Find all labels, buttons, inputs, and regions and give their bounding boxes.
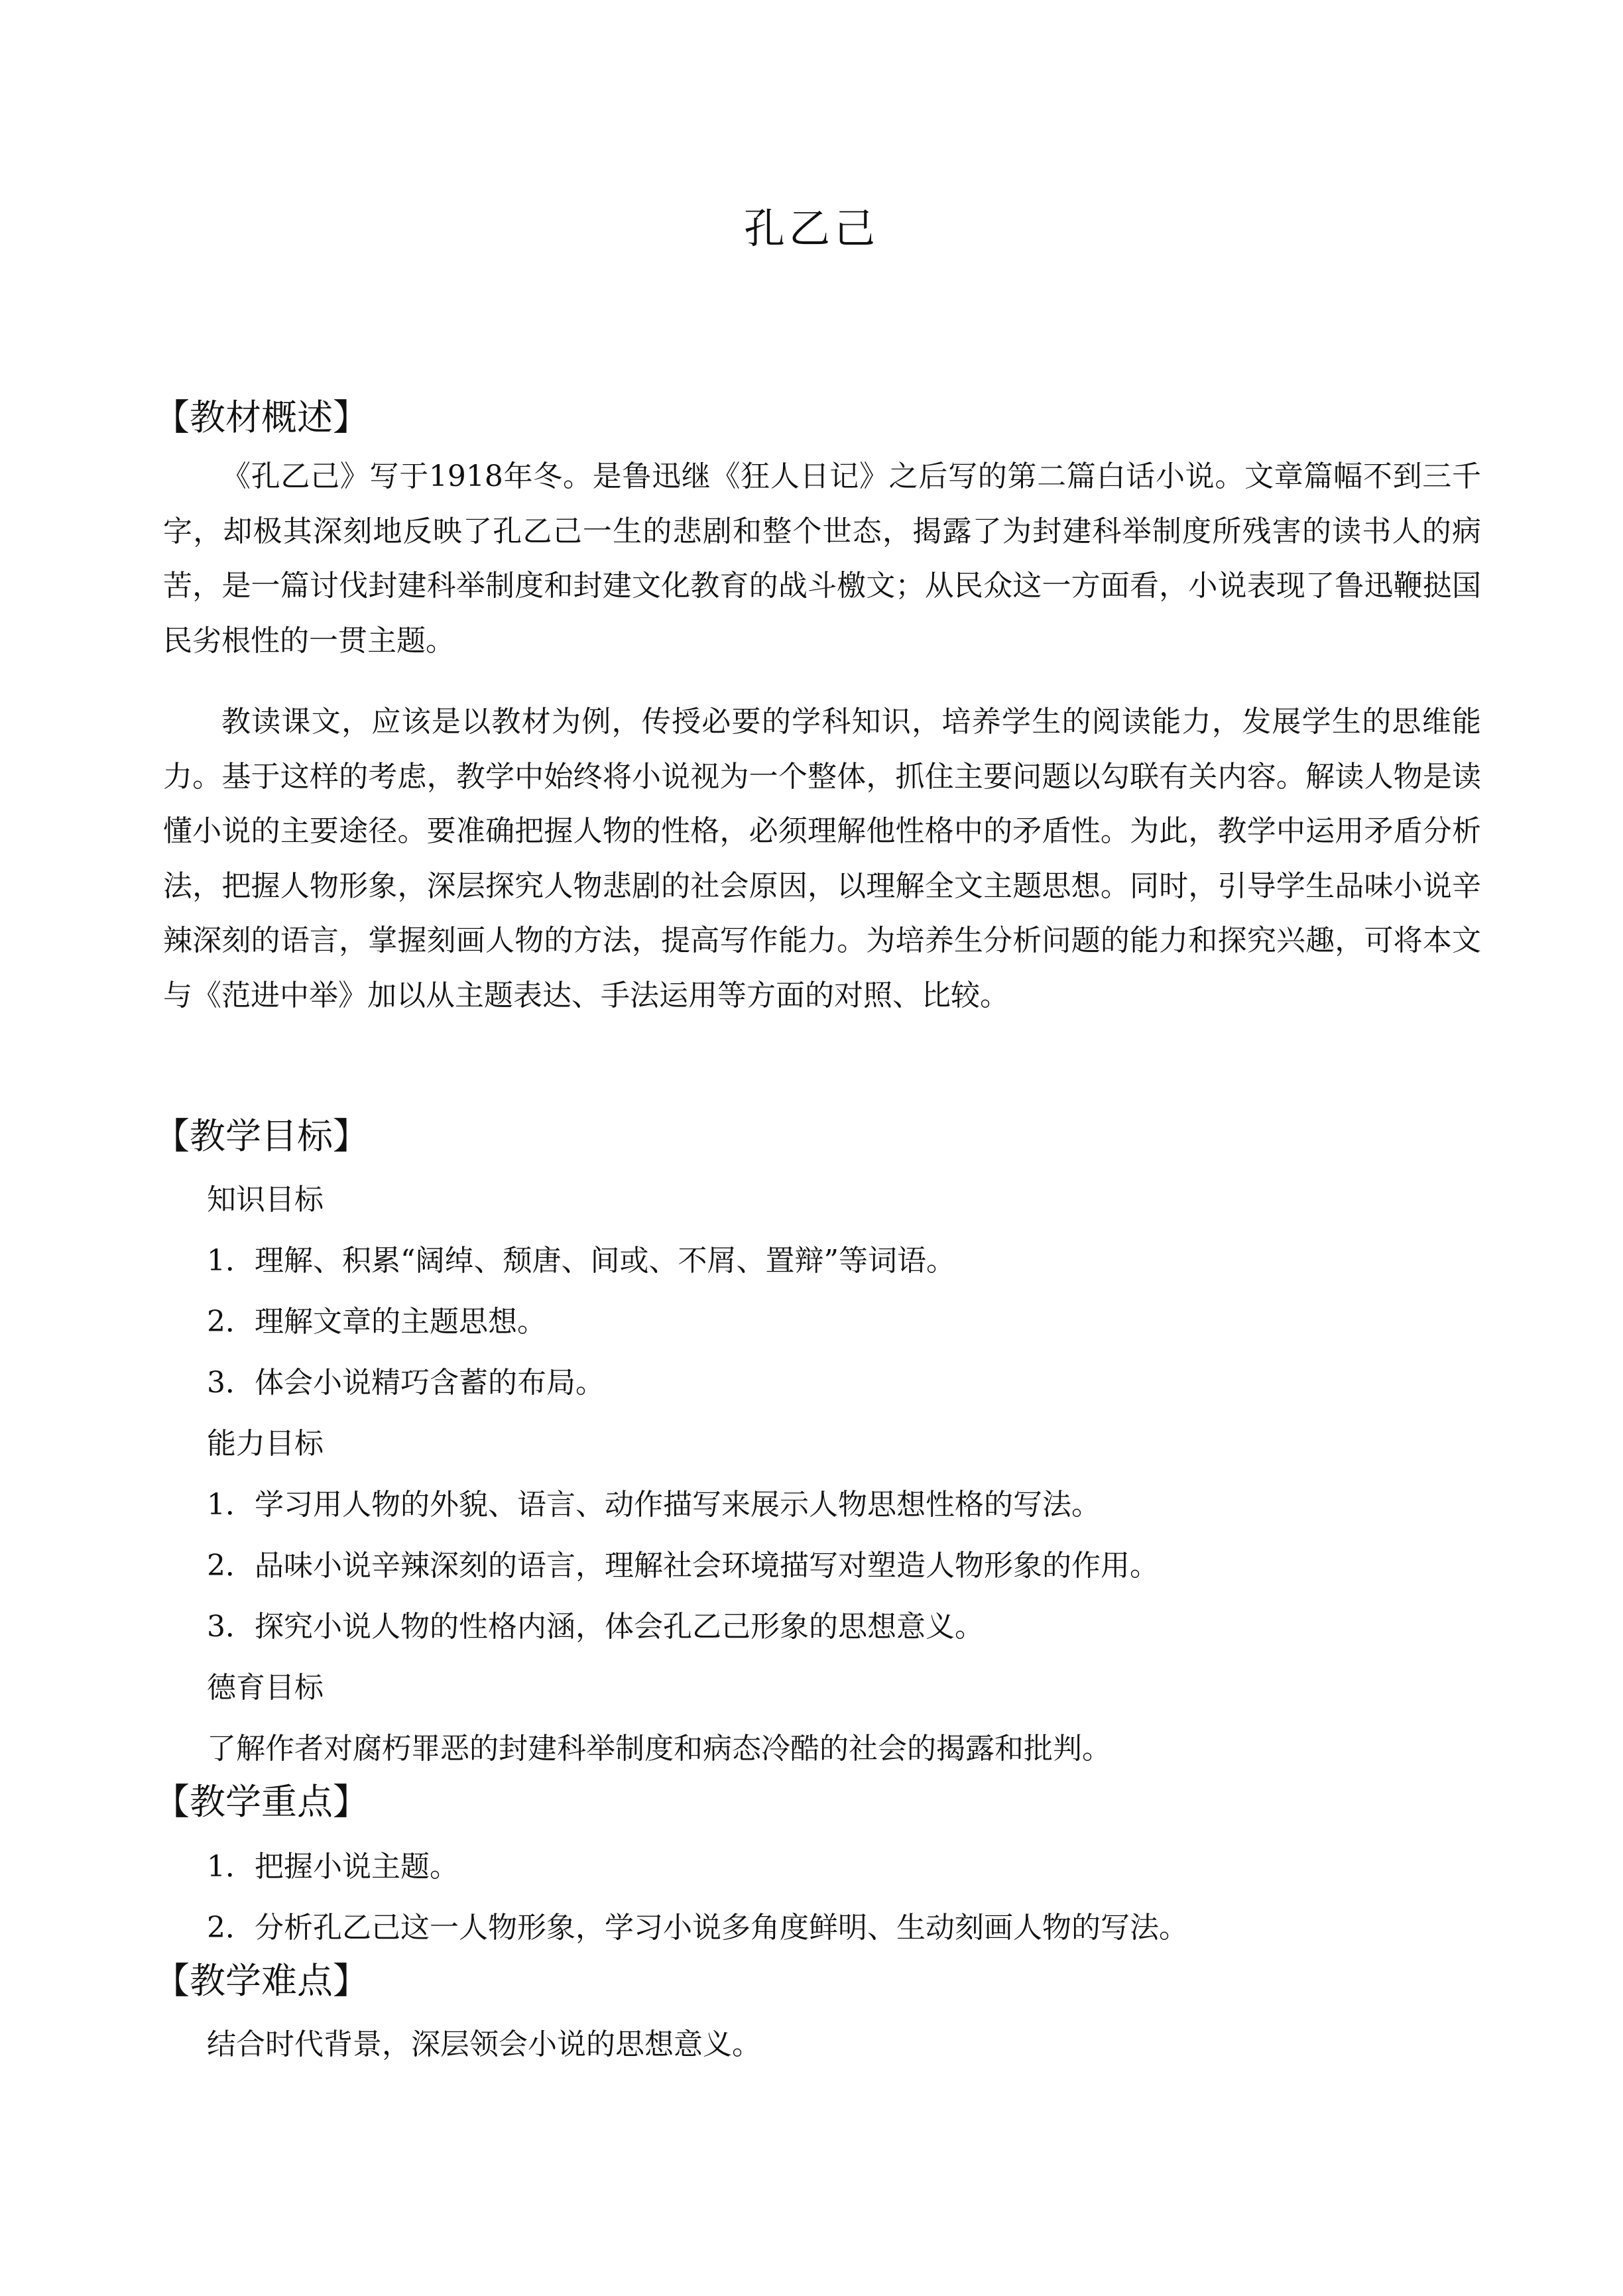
goal-item: 2．品味小说辛辣深刻的语言，理解社会环境描写对塑造人物形象的作用。: [207, 1549, 1159, 1583]
section-heading-overview: 【教材概述】: [154, 396, 369, 438]
overview-paragraph: 《孔乙己》写于1918年冬。是鲁迅继《狂人日记》之后写的第二篇白话小说。文章篇幅不到三千字，却极其深刻地反映了孔乙己一生的悲剧和整个世态，揭露了为封建科举制度所残害的读书人的病苦，是一篇讨伐封建科举制度和封建文化教育的战斗檄文；从民众这一方面看，小说表现了鲁迅鞭挞国民劣根性的一贯主题。: [163, 459, 1481, 658]
key-point-item: 2．分析孔乙己这一人物形象，学习小说多角度鲜明、生动刻画人物的写法。: [207, 1911, 1188, 1945]
document-title: 孔乙己: [743, 204, 879, 253]
ability-goals-label: 能力目标: [207, 1427, 324, 1461]
goal-item: 3．探究小说人物的性格内涵，体会孔乙己形象的思想意义。: [207, 1610, 984, 1644]
goal-item: 了解作者对腐朽罪恶的封建科举制度和病态冷酷的社会的揭露和批判。: [207, 1732, 1111, 1766]
overview-paragraph: 教读课文，应该是以教材为例，传授必要的学科知识，培养学生的阅读能力，发展学生的思维能力。基于这样的考虑，教学中始终将小说视为一个整体，抓住主要问题以勾联有关内容。解读人物是读懂小说的主要途径。要准确把握人物的性格，必须理解他性格中的矛盾性。为此，教学中运用矛盾分析法，把握人物形象，深层探究人物悲剧的社会原因，以理解全文主题思想。同时，引导学生品味小说辛辣深刻的语言，掌握刻画人物的方法，提高写作能力。为培养生分析问题的能力和探究兴趣，可将本文与《范进中举》加以从主题表达、手法运用等方面的对照、比较。: [163, 705, 1481, 1012]
difficulty-item: 结合时代背景，深层领会小说的思想意义。: [207, 2027, 761, 2061]
knowledge-goals-label: 知识目标: [207, 1183, 324, 1217]
section-heading-key-points: 【教学重点】: [154, 1781, 369, 1823]
goal-item: 1．学习用人物的外貌、语言、动作描写来展示人物思想性格的写法。: [207, 1488, 1101, 1522]
goal-item: 2．理解文章的主题思想。: [207, 1305, 546, 1339]
section-heading-difficulties: 【教学难点】: [154, 1960, 369, 2002]
key-point-item: 1．把握小说主题。: [207, 1850, 459, 1884]
moral-goals-label: 德育目标: [207, 1671, 324, 1705]
section-heading-goals: 【教学目标】: [154, 1115, 369, 1157]
goal-item: 1．理解、积累“阔绰、颓唐、间或、不屑、置辩”等词语。: [207, 1244, 955, 1278]
goal-item: 3．体会小说精巧含蓄的布局。: [207, 1366, 605, 1400]
